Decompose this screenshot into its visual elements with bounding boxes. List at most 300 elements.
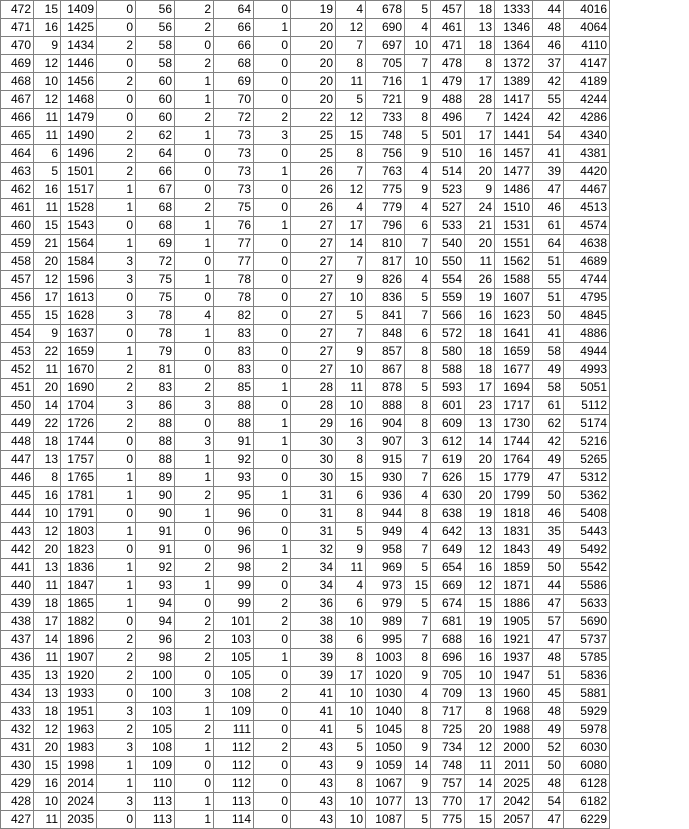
table-cell[interactable]: 94 — [136, 613, 175, 631]
table-cell[interactable]: 678 — [366, 1, 405, 19]
table-cell[interactable]: 1920 — [61, 667, 97, 685]
table-cell[interactable]: 78 — [214, 271, 254, 289]
table-cell[interactable]: 429 — [1, 775, 34, 793]
table-cell[interactable]: 725 — [431, 721, 465, 739]
table-cell[interactable]: 6030 — [564, 739, 610, 757]
table-cell[interactable]: 112 — [214, 775, 254, 793]
table-cell[interactable]: 4 — [405, 163, 431, 181]
table-cell[interactable]: 73 — [214, 127, 254, 145]
table-cell[interactable]: 4467 — [564, 181, 610, 199]
table-cell[interactable]: 2 — [175, 631, 214, 649]
table-cell[interactable]: 73 — [214, 181, 254, 199]
table-cell[interactable]: 716 — [366, 73, 405, 91]
table-cell[interactable]: 62 — [533, 415, 564, 433]
table-cell[interactable]: 0 — [97, 19, 136, 37]
table-cell[interactable]: 0 — [254, 55, 291, 73]
table-cell[interactable]: 2 — [97, 667, 136, 685]
table-cell[interactable]: 4381 — [564, 145, 610, 163]
table-cell[interactable]: 93 — [136, 577, 175, 595]
table-cell[interactable]: 10 — [336, 613, 366, 631]
table-cell[interactable]: 66 — [214, 19, 254, 37]
table-cell[interactable]: 39 — [533, 163, 564, 181]
table-cell[interactable]: 1717 — [495, 397, 533, 415]
table-cell[interactable]: 7 — [405, 469, 431, 487]
table-cell[interactable]: 609 — [431, 415, 465, 433]
table-cell[interactable]: 60 — [136, 109, 175, 127]
table-cell[interactable]: 13 — [34, 685, 61, 703]
table-cell[interactable]: 1670 — [61, 361, 97, 379]
table-cell[interactable]: 0 — [175, 253, 214, 271]
table-cell[interactable]: 1588 — [495, 271, 533, 289]
table-cell[interactable]: 13 — [34, 451, 61, 469]
table-cell[interactable]: 31 — [291, 487, 336, 505]
table-cell[interactable]: 2 — [254, 685, 291, 703]
table-cell[interactable]: 2025 — [495, 775, 533, 793]
table-cell[interactable]: 0 — [175, 163, 214, 181]
table-cell[interactable]: 930 — [366, 469, 405, 487]
table-cell[interactable]: 2 — [97, 37, 136, 55]
table-cell[interactable]: 22 — [291, 109, 336, 127]
table-cell[interactable]: 13 — [465, 415, 495, 433]
table-cell[interactable]: 49 — [533, 361, 564, 379]
table-cell[interactable]: 705 — [366, 55, 405, 73]
table-cell[interactable]: 1 — [175, 793, 214, 811]
table-cell[interactable]: 1 — [97, 469, 136, 487]
table-cell[interactable]: 1417 — [495, 91, 533, 109]
table-cell[interactable]: 4110 — [564, 37, 610, 55]
table-cell[interactable]: 62 — [136, 127, 175, 145]
table-cell[interactable]: 6 — [34, 145, 61, 163]
table-cell[interactable]: 1446 — [61, 55, 97, 73]
table-cell[interactable]: 38 — [291, 631, 336, 649]
table-cell[interactable]: 1 — [254, 415, 291, 433]
table-cell[interactable]: 1045 — [366, 721, 405, 739]
table-cell[interactable]: 444 — [1, 505, 34, 523]
table-cell[interactable]: 471 — [431, 37, 465, 55]
table-cell[interactable]: 1 — [175, 739, 214, 757]
table-cell[interactable]: 0 — [97, 325, 136, 343]
table-cell[interactable]: 1364 — [495, 37, 533, 55]
table-cell[interactable]: 4638 — [564, 235, 610, 253]
table-cell[interactable]: 4 — [405, 199, 431, 217]
table-cell[interactable]: 5174 — [564, 415, 610, 433]
table-cell[interactable]: 848 — [366, 325, 405, 343]
table-cell[interactable]: 96 — [136, 631, 175, 649]
table-cell[interactable]: 1951 — [61, 703, 97, 721]
table-cell[interactable]: 5408 — [564, 505, 610, 523]
table-cell[interactable]: 1077 — [366, 793, 405, 811]
table-cell[interactable]: 3 — [97, 703, 136, 721]
table-cell[interactable]: 10 — [336, 289, 366, 307]
table-cell[interactable]: 472 — [1, 1, 34, 19]
table-cell[interactable]: 27 — [291, 289, 336, 307]
table-cell[interactable]: 0 — [254, 91, 291, 109]
table-cell[interactable]: 68 — [136, 199, 175, 217]
table-cell[interactable]: 25 — [291, 127, 336, 145]
table-cell[interactable]: 1 — [254, 649, 291, 667]
table-cell[interactable]: 17 — [465, 379, 495, 397]
table-cell[interactable]: 8 — [34, 469, 61, 487]
table-cell[interactable]: 1496 — [61, 145, 97, 163]
table-cell[interactable]: 540 — [431, 235, 465, 253]
table-cell[interactable]: 109 — [214, 703, 254, 721]
table-cell[interactable]: 0 — [254, 397, 291, 415]
table-cell[interactable]: 455 — [1, 307, 34, 325]
table-cell[interactable]: 453 — [1, 343, 34, 361]
table-cell[interactable]: 9 — [405, 667, 431, 685]
table-cell[interactable]: 2 — [97, 379, 136, 397]
table-cell[interactable]: 449 — [1, 415, 34, 433]
table-cell[interactable]: 4244 — [564, 91, 610, 109]
table-cell[interactable]: 0 — [254, 667, 291, 685]
table-cell[interactable]: 1477 — [495, 163, 533, 181]
table-cell[interactable]: 17 — [465, 73, 495, 91]
table-cell[interactable]: 1510 — [495, 199, 533, 217]
table-cell[interactable]: 38 — [291, 613, 336, 631]
table-cell[interactable]: 626 — [431, 469, 465, 487]
table-cell[interactable]: 0 — [175, 289, 214, 307]
table-cell[interactable]: 14 — [405, 757, 431, 775]
table-cell[interactable]: 979 — [366, 595, 405, 613]
table-cell[interactable]: 989 — [366, 613, 405, 631]
table-cell[interactable]: 748 — [431, 757, 465, 775]
table-cell[interactable]: 75 — [136, 271, 175, 289]
table-cell[interactable]: 51 — [533, 289, 564, 307]
table-cell[interactable]: 15 — [336, 127, 366, 145]
table-cell[interactable]: 3 — [175, 397, 214, 415]
table-cell[interactable]: 43 — [291, 793, 336, 811]
table-cell[interactable]: 8 — [405, 109, 431, 127]
table-cell[interactable]: 3 — [97, 307, 136, 325]
table-cell[interactable]: 8 — [336, 145, 366, 163]
table-cell[interactable]: 14 — [34, 631, 61, 649]
table-cell[interactable]: 20 — [465, 721, 495, 739]
table-cell[interactable]: 91 — [214, 433, 254, 451]
table-cell[interactable]: 1781 — [61, 487, 97, 505]
table-cell[interactable]: 4147 — [564, 55, 610, 73]
table-cell[interactable]: 5586 — [564, 577, 610, 595]
table-cell[interactable]: 10 — [336, 703, 366, 721]
table-cell[interactable]: 1 — [97, 235, 136, 253]
table-cell[interactable]: 4689 — [564, 253, 610, 271]
table-cell[interactable]: 0 — [97, 217, 136, 235]
table-cell[interactable]: 463 — [1, 163, 34, 181]
table-cell[interactable]: 11 — [465, 253, 495, 271]
table-cell[interactable]: 0 — [175, 667, 214, 685]
table-cell[interactable]: 559 — [431, 289, 465, 307]
table-cell[interactable]: 461 — [1, 199, 34, 217]
table-cell[interactable]: 969 — [366, 559, 405, 577]
table-cell[interactable]: 1933 — [61, 685, 97, 703]
table-cell[interactable]: 64 — [533, 235, 564, 253]
table-cell[interactable]: 1528 — [61, 199, 97, 217]
table-cell[interactable]: 593 — [431, 379, 465, 397]
table-cell[interactable]: 2 — [97, 127, 136, 145]
table-cell[interactable]: 8 — [405, 343, 431, 361]
table-cell[interactable]: 5785 — [564, 649, 610, 667]
table-cell[interactable]: 448 — [1, 433, 34, 451]
table-cell[interactable]: 0 — [175, 343, 214, 361]
table-cell[interactable]: 7 — [336, 253, 366, 271]
table-cell[interactable]: 1847 — [61, 577, 97, 595]
table-cell[interactable]: 904 — [366, 415, 405, 433]
table-cell[interactable]: 49 — [533, 721, 564, 739]
table-cell[interactable]: 8 — [336, 55, 366, 73]
table-cell[interactable]: 514 — [431, 163, 465, 181]
table-cell[interactable]: 9 — [336, 343, 366, 361]
table-cell[interactable]: 630 — [431, 487, 465, 505]
table-cell[interactable]: 1799 — [495, 487, 533, 505]
table-cell[interactable]: 775 — [431, 811, 465, 829]
table-cell[interactable]: 1333 — [495, 1, 533, 19]
table-cell[interactable]: 457 — [1, 271, 34, 289]
table-cell[interactable]: 4189 — [564, 73, 610, 91]
table-cell[interactable]: 77 — [214, 235, 254, 253]
table-cell[interactable]: 10 — [336, 397, 366, 415]
table-cell[interactable]: 76 — [214, 217, 254, 235]
table-cell[interactable]: 27 — [291, 271, 336, 289]
table-cell[interactable]: 20 — [465, 451, 495, 469]
table-cell[interactable]: 16 — [465, 559, 495, 577]
table-cell[interactable]: 27 — [291, 307, 336, 325]
table-cell[interactable]: 72 — [214, 109, 254, 127]
table-cell[interactable]: 1 — [254, 487, 291, 505]
table-cell[interactable]: 709 — [431, 685, 465, 703]
table-cell[interactable]: 674 — [431, 595, 465, 613]
table-cell[interactable]: 4 — [336, 1, 366, 19]
table-cell[interactable]: 78 — [136, 307, 175, 325]
table-cell[interactable]: 85 — [214, 379, 254, 397]
table-cell[interactable]: 1765 — [61, 469, 97, 487]
table-cell[interactable]: 488 — [431, 91, 465, 109]
table-cell[interactable]: 1 — [254, 433, 291, 451]
table-cell[interactable]: 435 — [1, 667, 34, 685]
table-cell[interactable]: 3 — [97, 739, 136, 757]
table-cell[interactable]: 2 — [175, 19, 214, 37]
table-cell[interactable]: 1 — [97, 181, 136, 199]
table-cell[interactable]: 446 — [1, 469, 34, 487]
table-cell[interactable]: 103 — [136, 703, 175, 721]
table-cell[interactable]: 50 — [533, 487, 564, 505]
table-cell[interactable]: 9 — [405, 181, 431, 199]
table-cell[interactable]: 888 — [366, 397, 405, 415]
table-cell[interactable]: 654 — [431, 559, 465, 577]
table-cell[interactable]: 757 — [431, 775, 465, 793]
table-cell[interactable]: 1479 — [61, 109, 97, 127]
table-cell[interactable]: 5051 — [564, 379, 610, 397]
table-cell[interactable]: 48 — [533, 775, 564, 793]
table-cell[interactable]: 697 — [366, 37, 405, 55]
table-cell[interactable]: 1843 — [495, 541, 533, 559]
table-cell[interactable]: 8 — [336, 505, 366, 523]
table-cell[interactable]: 454 — [1, 325, 34, 343]
table-cell[interactable]: 105 — [136, 721, 175, 739]
table-cell[interactable]: 58 — [533, 343, 564, 361]
table-cell[interactable]: 4744 — [564, 271, 610, 289]
table-cell[interactable]: 81 — [136, 361, 175, 379]
table-cell[interactable]: 458 — [1, 253, 34, 271]
table-cell[interactable]: 0 — [254, 181, 291, 199]
table-cell[interactable]: 1764 — [495, 451, 533, 469]
table-cell[interactable]: 0 — [175, 145, 214, 163]
table-cell[interactable]: 1907 — [61, 649, 97, 667]
table-cell[interactable]: 9 — [405, 91, 431, 109]
table-cell[interactable]: 16 — [465, 649, 495, 667]
table-cell[interactable]: 37 — [533, 55, 564, 73]
table-cell[interactable]: 27 — [291, 235, 336, 253]
table-cell[interactable]: 83 — [214, 325, 254, 343]
table-cell[interactable]: 11 — [465, 757, 495, 775]
table-cell[interactable]: 2 — [175, 379, 214, 397]
table-cell[interactable]: 7 — [405, 613, 431, 631]
table-cell[interactable]: 20 — [34, 379, 61, 397]
table-cell[interactable]: 944 — [366, 505, 405, 523]
table-cell[interactable]: 1 — [175, 91, 214, 109]
table-cell[interactable]: 2 — [97, 73, 136, 91]
table-cell[interactable]: 443 — [1, 523, 34, 541]
table-cell[interactable]: 5312 — [564, 469, 610, 487]
table-cell[interactable]: 13 — [465, 685, 495, 703]
table-cell[interactable]: 5978 — [564, 721, 610, 739]
table-cell[interactable]: 3 — [336, 433, 366, 451]
table-cell[interactable]: 1818 — [495, 505, 533, 523]
table-cell[interactable]: 878 — [366, 379, 405, 397]
table-cell[interactable]: 478 — [431, 55, 465, 73]
table-cell[interactable]: 95 — [214, 487, 254, 505]
table-cell[interactable]: 11 — [34, 109, 61, 127]
table-cell[interactable]: 0 — [254, 325, 291, 343]
table-cell[interactable]: 6 — [405, 217, 431, 235]
table-cell[interactable]: 8 — [336, 649, 366, 667]
table-cell[interactable]: 19 — [291, 1, 336, 19]
table-cell[interactable]: 111 — [214, 721, 254, 739]
table-cell[interactable]: 1659 — [495, 343, 533, 361]
table-cell[interactable]: 8 — [405, 649, 431, 667]
table-cell[interactable]: 2 — [97, 145, 136, 163]
table-cell[interactable]: 20 — [291, 55, 336, 73]
table-cell[interactable]: 2 — [254, 109, 291, 127]
table-cell[interactable]: 1623 — [495, 307, 533, 325]
table-cell[interactable]: 949 — [366, 523, 405, 541]
table-cell[interactable]: 4 — [405, 487, 431, 505]
table-cell[interactable]: 5 — [34, 163, 61, 181]
table-cell[interactable]: 46 — [533, 505, 564, 523]
table-cell[interactable]: 6128 — [564, 775, 610, 793]
table-cell[interactable]: 0 — [254, 811, 291, 829]
table-cell[interactable]: 14 — [465, 775, 495, 793]
table-cell[interactable]: 82 — [214, 307, 254, 325]
table-cell[interactable]: 14 — [465, 433, 495, 451]
table-cell[interactable]: 17 — [336, 217, 366, 235]
table-cell[interactable]: 7 — [336, 163, 366, 181]
table-cell[interactable]: 5492 — [564, 541, 610, 559]
table-cell[interactable]: 7 — [405, 451, 431, 469]
table-cell[interactable]: 4 — [405, 523, 431, 541]
table-cell[interactable]: 56 — [136, 1, 175, 19]
table-cell[interactable]: 5112 — [564, 397, 610, 415]
table-cell[interactable]: 1 — [97, 523, 136, 541]
table-cell[interactable]: 0 — [97, 811, 136, 829]
table-cell[interactable]: 90 — [136, 505, 175, 523]
table-cell[interactable]: 92 — [214, 451, 254, 469]
table-cell[interactable]: 1040 — [366, 703, 405, 721]
table-cell[interactable]: 5 — [336, 307, 366, 325]
table-cell[interactable]: 12 — [336, 19, 366, 37]
table-cell[interactable]: 721 — [366, 91, 405, 109]
table-cell[interactable]: 0 — [254, 793, 291, 811]
table-cell[interactable]: 10 — [34, 505, 61, 523]
table-cell[interactable]: 4993 — [564, 361, 610, 379]
table-cell[interactable]: 96 — [214, 541, 254, 559]
table-cell[interactable]: 1694 — [495, 379, 533, 397]
table-cell[interactable]: 48 — [533, 703, 564, 721]
table-cell[interactable]: 1791 — [61, 505, 97, 523]
table-cell[interactable]: 20 — [34, 739, 61, 757]
table-cell[interactable]: 1 — [97, 577, 136, 595]
table-cell[interactable]: 105 — [214, 649, 254, 667]
table-cell[interactable]: 91 — [136, 541, 175, 559]
table-cell[interactable]: 5 — [405, 1, 431, 19]
table-cell[interactable]: 0 — [254, 271, 291, 289]
table-cell[interactable]: 5737 — [564, 631, 610, 649]
table-cell[interactable]: 30 — [291, 469, 336, 487]
table-cell[interactable]: 98 — [136, 649, 175, 667]
table-cell[interactable]: 8 — [336, 775, 366, 793]
table-cell[interactable]: 1030 — [366, 685, 405, 703]
table-cell[interactable]: 705 — [431, 667, 465, 685]
table-cell[interactable]: 18 — [465, 343, 495, 361]
table-cell[interactable]: 1 — [175, 127, 214, 145]
table-cell[interactable]: 7 — [405, 307, 431, 325]
table-cell[interactable]: 28 — [291, 397, 336, 415]
table-cell[interactable]: 431 — [1, 739, 34, 757]
table-cell[interactable]: 1 — [97, 775, 136, 793]
table-cell[interactable]: 20 — [465, 163, 495, 181]
table-cell[interactable]: 16 — [34, 181, 61, 199]
table-cell[interactable]: 16 — [34, 487, 61, 505]
table-cell[interactable]: 60 — [136, 73, 175, 91]
table-cell[interactable]: 4064 — [564, 19, 610, 37]
table-cell[interactable]: 10 — [34, 73, 61, 91]
table-cell[interactable]: 66 — [136, 163, 175, 181]
table-cell[interactable]: 109 — [136, 757, 175, 775]
table-cell[interactable]: 26 — [465, 271, 495, 289]
table-cell[interactable]: 47 — [533, 811, 564, 829]
table-cell[interactable]: 1757 — [61, 451, 97, 469]
table-cell[interactable]: 34 — [291, 577, 336, 595]
table-cell[interactable]: 4 — [336, 199, 366, 217]
table-cell[interactable]: 467 — [1, 91, 34, 109]
table-cell[interactable]: 2011 — [495, 757, 533, 775]
table-cell[interactable]: 20 — [291, 91, 336, 109]
table-cell[interactable]: 12 — [465, 739, 495, 757]
table-cell[interactable]: 0 — [175, 757, 214, 775]
table-cell[interactable]: 867 — [366, 361, 405, 379]
table-cell[interactable]: 810 — [366, 235, 405, 253]
table-cell[interactable]: 5 — [405, 289, 431, 307]
table-cell[interactable]: 1 — [175, 271, 214, 289]
table-cell[interactable]: 0 — [97, 91, 136, 109]
table-cell[interactable]: 10 — [34, 793, 61, 811]
table-cell[interactable]: 6229 — [564, 811, 610, 829]
table-cell[interactable]: 5542 — [564, 559, 610, 577]
table-cell[interactable]: 7 — [405, 541, 431, 559]
table-cell[interactable]: 77 — [214, 253, 254, 271]
table-cell[interactable]: 2 — [97, 721, 136, 739]
table-cell[interactable]: 434 — [1, 685, 34, 703]
table-cell[interactable]: 55 — [533, 91, 564, 109]
table-cell[interactable]: 1 — [254, 217, 291, 235]
